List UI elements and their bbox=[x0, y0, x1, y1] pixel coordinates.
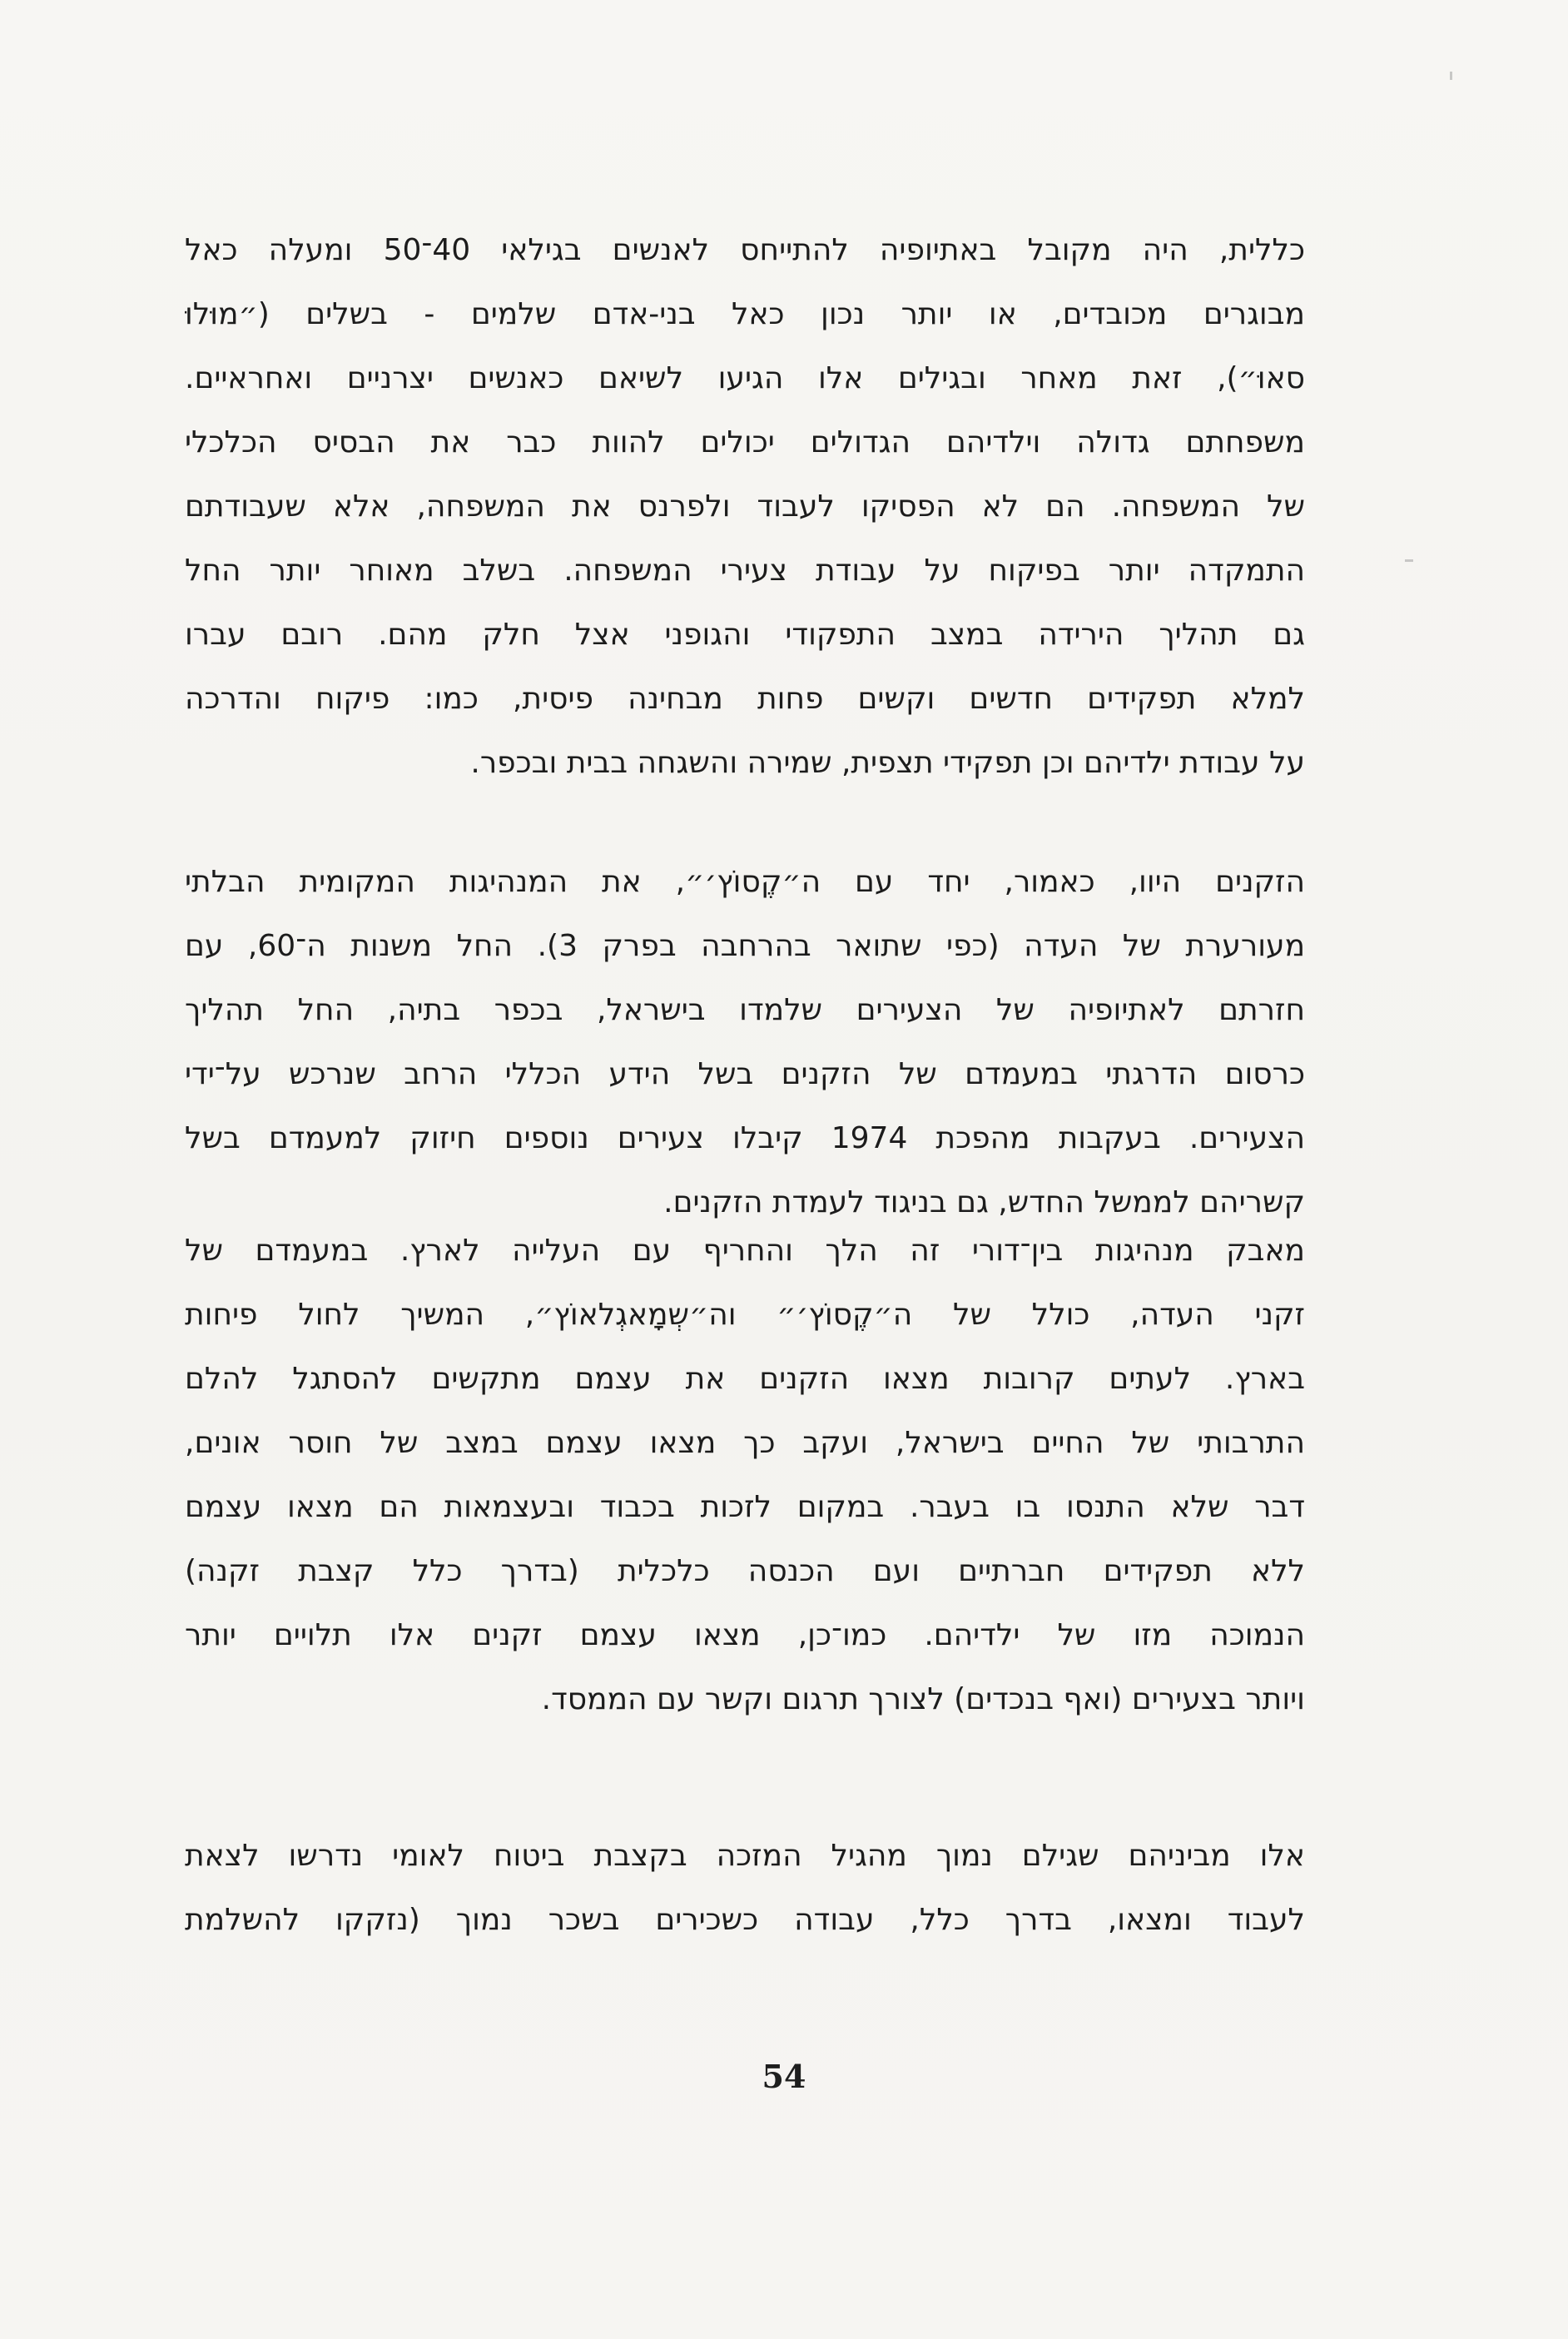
text-line: כרסום הדרגתי במעמדם של הזקנים בשל הידע הכללי הרחב שנרכש על־ידי bbox=[185, 1057, 1305, 1091]
paragraph bbox=[185, 1219, 1305, 1731]
text-line: דבר שלא התנסו בו בעבר. במקום לזכות בכבוד ובעצמאות הם מצאו עצמם bbox=[185, 1490, 1305, 1524]
text-line: התרבותי של החיים בישראל, ועקב כך מצאו עצמם במצב של חוסר אונים, bbox=[185, 1426, 1305, 1460]
text-line: משפחתם גדולה וילדיהם הגדולים יכולים להוות כבר את הבסיס הכלכלי bbox=[185, 425, 1305, 459]
text-line: סאוּ״), זאת מאחר ובגילים אלו הגיעו לשיאם כאנשים יצרניים ואחראיים. bbox=[185, 361, 1305, 395]
scan-mark bbox=[1405, 559, 1413, 562]
text-line: זקני העדה, כולל של ה״קֶסוֹץ׳״ וה״שְמָאגְלאוֹץ״, המשיך לחול פיחות bbox=[185, 1298, 1305, 1332]
text-line: בארץ. לעתים קרובות מצאו הזקנים את עצמם מתקשים להסתגל להלם bbox=[185, 1362, 1305, 1396]
text-line: התמקדה יותר בפיקוח על עבודת צעירי המשפחה. בשלב מאוחר יותר החל bbox=[185, 554, 1305, 588]
paragraph bbox=[185, 1824, 1305, 1952]
text-line: הצעירים. בעקבות מהפכת 1974 קיבלו צעירים נוספים חיזוק למעמדם בשל bbox=[185, 1121, 1305, 1155]
text-line: כללית, היה מקובל באתיופיה להתייחס לאנשים בגילאי 40־50 ומעלה כאל bbox=[185, 233, 1305, 267]
text-line: מעורערת של העדה (כפי שתואר בהרחבה בפרק 3). החל משנות ה־60, עם bbox=[185, 929, 1305, 963]
paragraph bbox=[185, 850, 1305, 1234]
paragraph bbox=[185, 218, 1305, 795]
text-line: ויותר בצעירים (ואף בנכדים) לצורך תרגום וקשר עם הממסד. bbox=[541, 1682, 1305, 1716]
text-line: חזרתם לאתיופיה של הצעירים שלמדו בישראל, בכפר בתיה, החל תהליך bbox=[185, 993, 1305, 1027]
text-line: מאבק מנהיגות בין־דורי זה הלך והחריף עם העלייה לארץ. במעמדם של bbox=[185, 1234, 1305, 1268]
page-number: 54 bbox=[762, 2058, 806, 2095]
text-line: אלו מביניהם שגילם נמוך מהגיל המזכה בקצבת ביטוח לאומי נדרשו לצאת bbox=[185, 1839, 1305, 1873]
text-line: למלא תפקידים חדשים וקשים פחות מבחינה פיסית, כמו: פיקוח והדרכה bbox=[185, 682, 1305, 716]
text-line: הזקנים היוו, כאמור, יחד עם ה״קֶסוֹץ׳״, את המנהיגות המקומית הבלתי bbox=[185, 865, 1305, 899]
text-line: גם תהליך הירידה במצב התפקודי והגופני אצל חלק מהם. רובם עברו bbox=[185, 618, 1305, 652]
text-line: על עבודת ילדיהם וכן תפקידי תצפית, שמירה והשגחה בבית ובכפר. bbox=[470, 746, 1305, 780]
text-line: מבוגרים מכובדים, או יותר נכון כאל בני-אדם שלמים - בשלים (״מוּלוּ bbox=[185, 297, 1305, 331]
text-line: של המשפחה. הם לא הפסיקו לעבוד ולפרנס את המשפחה, אלא שעבודתם bbox=[185, 489, 1305, 524]
text-line: הנמוכה מזו של ילדיהם. כמו־כן, מצאו עצמם זקנים אלו תלויים יותר bbox=[185, 1618, 1305, 1652]
text-line: ללא תפקידים חברתיים ועם הכנסה כלכלית (בדרך כלל קצבת זקנה) bbox=[185, 1554, 1305, 1588]
text-line: קשריהם לממשל החדש, גם בניגוד לעמדת הזקנים. bbox=[663, 1185, 1305, 1219]
text-line: לעבוד ומצאו, בדרך כלל, עבודה כשכירים בשכר נמוך (נזקקו להשלמת bbox=[185, 1903, 1305, 1937]
scan-mark bbox=[1450, 72, 1452, 80]
